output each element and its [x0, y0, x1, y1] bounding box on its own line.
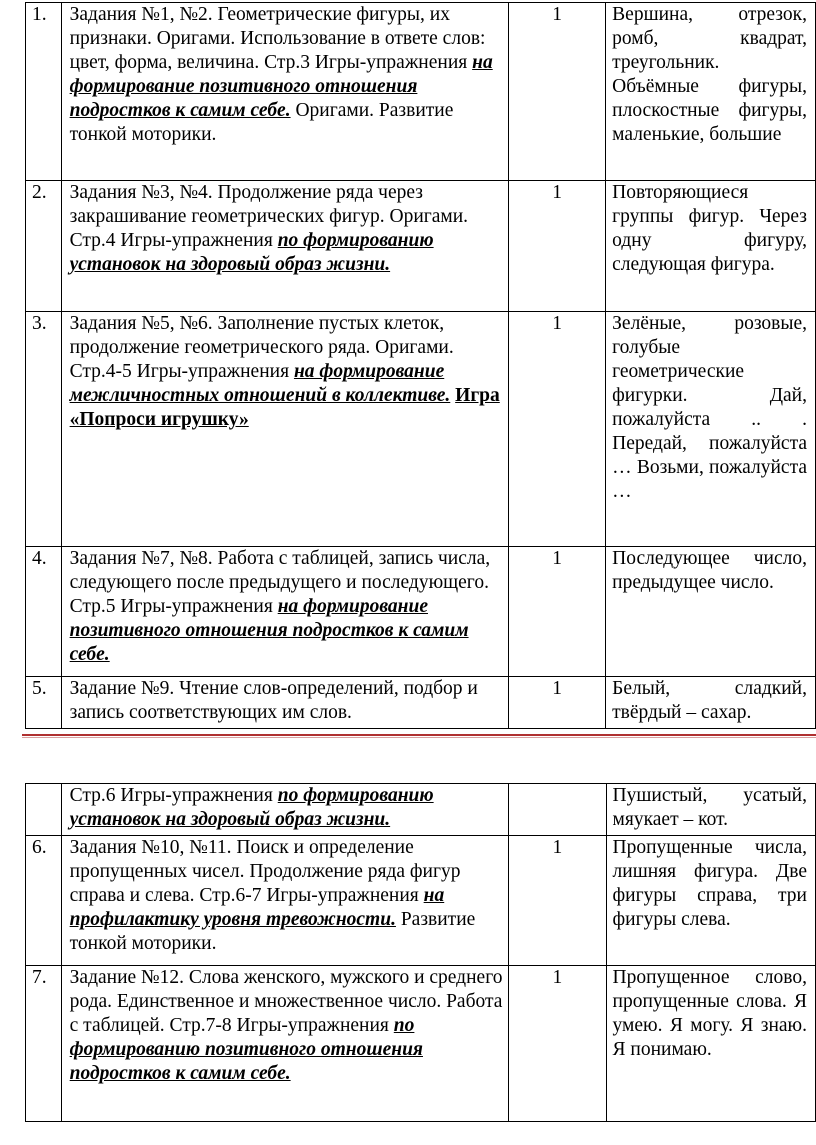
row-number: 1.: [26, 3, 62, 181]
game-title-text: Игра «Попроси игрушку»: [69, 385, 500, 430]
table-row: [26, 181, 816, 312]
lesson-table-top: [25, 2, 816, 729]
topic-text: Задания №10, №11. Поиск и определение пропущенных чисел. Продолжение ряда фигур справа и слева. Стр.6-7 Игры-упражнения: [69, 837, 461, 906]
table-row: [26, 784, 816, 836]
table-body: [26, 3, 816, 729]
row-vocabulary: Зелёные, розовые, голубые геометрические фигурки. Дай, пожалуйста .. . Передай, пожалуйста … Возьми, пожалуйста …: [606, 312, 816, 547]
row-topic: [61, 677, 508, 729]
row-vocabulary: Повторяющиеся группы фигур. Через одну фигуру, следующая фигура.: [606, 181, 816, 312]
row-hours: [509, 784, 606, 836]
lesson-table-bottom: [25, 783, 816, 1122]
topic-text: Задания №3, №4. Продолжение ряда через закрашивание геометрических фигур. Оригами. Стр.4 Игры-упражнения: [69, 182, 469, 251]
topic-text: Развитие тонкой моторики.: [69, 909, 476, 954]
row-hours: 1: [509, 677, 606, 729]
topic-text: Задания №1, №2. Геометрические фигуры, их признаки. Оригами. Использование в ответе слов: цвет, форма, величина. Стр.3 Игры-упражнения: [69, 4, 486, 73]
page-break-line-shadow: [22, 737, 816, 738]
row-topic: [61, 547, 508, 677]
row-topic: [61, 836, 509, 966]
topic-text: Задание №9. Чтение слов-определений, подбор и запись соответствующих им слов.: [69, 678, 478, 723]
row-topic: [61, 784, 509, 836]
row-number: 5.: [26, 677, 62, 729]
row-number: 4.: [26, 547, 62, 677]
topic-text: Оригами. Развитие тонкой моторики.: [69, 100, 454, 145]
row-hours: 1: [509, 547, 606, 677]
row-vocabulary: Белый, сладкий, твёрдый – сахар.: [606, 677, 816, 729]
emphasis-text: на формирование межличностных отношений в коллективе.: [69, 361, 451, 406]
row-topic: [61, 966, 509, 1122]
emphasis-text: по формированию установок на здоровый образ жизни.: [69, 230, 434, 275]
table-row: [26, 836, 816, 966]
topic-text: Стр.6 Игры-упражнения: [69, 785, 278, 806]
row-number: 2.: [26, 181, 62, 312]
row-topic: [61, 312, 508, 547]
row-hours: 1: [509, 312, 606, 547]
row-hours: 1: [509, 3, 606, 181]
row-hours: 1: [509, 836, 606, 966]
table-row: [26, 966, 816, 1122]
row-topic: [61, 3, 508, 181]
row-vocabulary: Пропущенное слово, пропущенные слова. Я умею. Я могу. Я знаю. Я понимаю.: [606, 966, 815, 1122]
row-topic: [61, 181, 508, 312]
row-hours: 1: [509, 966, 606, 1122]
table-row: [26, 547, 816, 677]
table-body: [26, 784, 816, 1122]
table-row: [26, 312, 816, 547]
row-number: 7.: [26, 966, 62, 1122]
row-number: [26, 784, 62, 836]
topic-text: Задания №7, №8. Работа с таблицей, запись числа, следующего после предыдущего и последующего. Стр.5 Игры-упражнения: [69, 548, 491, 617]
emphasis-text: на формирование позитивного отношения подростков к самим себе.: [69, 596, 469, 665]
row-vocabulary: Вершина, отрезок, ромб, квадрат, треугольник. Объёмные фигуры, плоскостные фигуры, маленькие, большие: [606, 3, 816, 181]
emphasis-text: по формированию установок на здоровый образ жизни.: [69, 785, 434, 830]
row-vocabulary: Пушистый, усатый, мяукает – кот.: [606, 784, 815, 836]
emphasis-text: по формированию позитивного отношения подростков к самим себе.: [69, 1015, 423, 1084]
row-number: 6.: [26, 836, 62, 966]
emphasis-text: на профилактику уровня тревожности.: [69, 885, 445, 930]
row-vocabulary: Пропущенные числа, лишняя фигура. Две фигуры справа, три фигуры слева.: [606, 836, 815, 966]
table-row: [26, 677, 816, 729]
table-row: [26, 3, 816, 181]
row-number: 3.: [26, 312, 62, 547]
row-vocabulary: Последующее число, предыдущее число.: [606, 547, 816, 677]
emphasis-text: на формирование позитивного отношения подростков к самим себе.: [69, 52, 493, 121]
page-break-line: [22, 734, 816, 736]
topic-text: Задания №5, №6. Заполнение пустых клеток, продолжение геометрического ряда. Оригами. Стр.4-5 Игры-упражнения: [69, 313, 454, 382]
row-hours: 1: [509, 181, 606, 312]
topic-text: Задание №12. Слова женского, мужского и среднего рода. Единственное и множественное число. Работа с таблицей. Стр.7-8 Игры-упражнения: [69, 967, 503, 1036]
